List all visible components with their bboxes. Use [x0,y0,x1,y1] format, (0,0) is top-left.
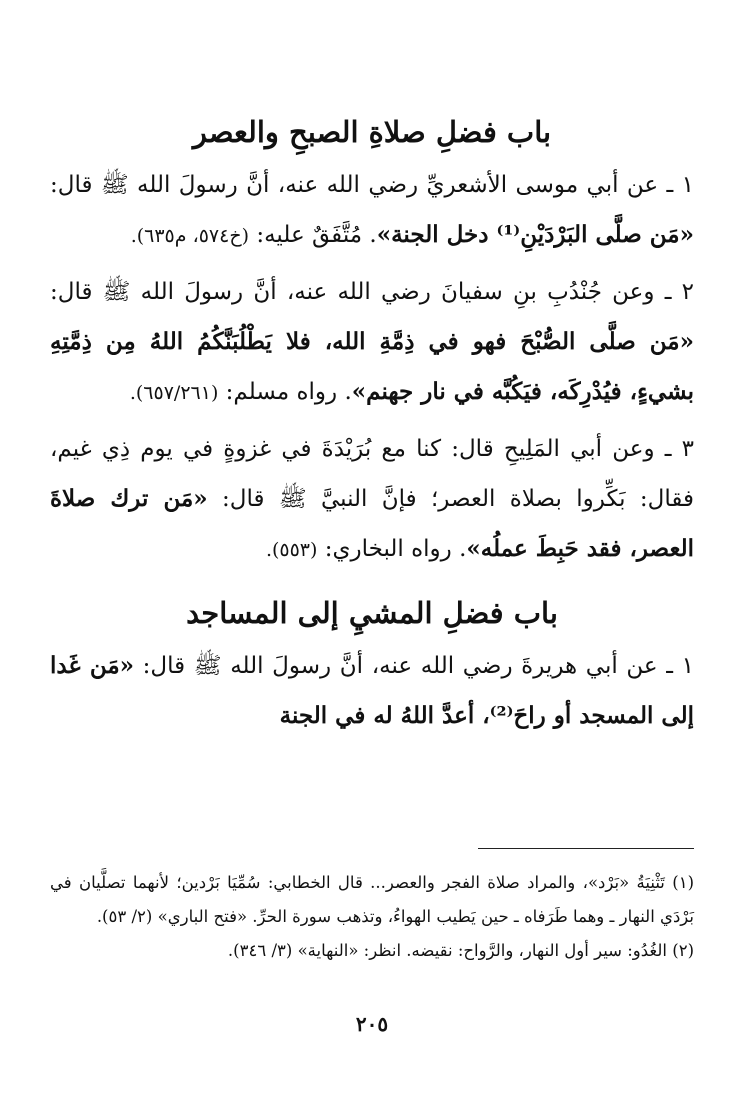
hadith-quote: «مَن صلَّى البَرْدَيْنِ⁽¹⁾ دخل الجنة» [376,221,694,248]
footnote: (١) تَثْنِيَةُ «بَرْد»، والمراد صلاة الفجر والعصر... قال الخطابي: سُمِّيَا بَرْدين؛ لأنهما تصلَّيان في بَرْدَي النهار ـ وهما طَرَفاه ـ حين يَطيب الهواءُ، وتذهب سورة الحرِّ. «فتح الباري» (٢/ ٥٣). [50,873,694,926]
chapter-title: باب فضلِ صلاةِ الصبحِ والعصر [192,115,552,149]
hadith-quote: «مَن غَدا إلى المسجد أو راحَ⁽²⁾، أعدَّ اللهُ له في الجنة [50,652,694,729]
hadith-paragraph [50,641,694,741]
hadith-attribution: . رواه البخاري: [317,536,467,562]
hadith-quote: «مَن صلَّى الصُّبْحَ فهو في ذِمَّةِ الله، فلا يَطْلُبَنَّكُمُ اللهُ مِن ذِمَّتِهِ بشيءٍ، فيُدْرِكَه، فيَكُبَّه في نار جهنم» [50,328,694,405]
chapter-title: باب فضلِ المشيِ إلى المساجد [186,596,558,630]
hadith-paragraph [50,160,694,261]
hadith-reference: (٦٥٧/٢٦١). [129,382,219,404]
footnote: (٢) الغُدُو: سير أول النهار، والرَّواح: نقيضه. انظر: «النهاية» (٣/ ٣٤٦). [227,941,694,960]
hadith-reference: (خ٥٧٤، م٦٣٥). [130,225,250,247]
hadith-text: ١ ـ عن أبي هريرةَ رضي الله عنه، أنَّ رسولَ الله ﷺ قال: [134,653,694,679]
hadith-attribution: . رواه مسلم: [218,379,352,405]
page-number: ٢٠٥ [355,1012,389,1036]
hadith-text: ٢ ـ وعن جُنْدُبِ بنِ سفيانَ رضي الله عنه، أنَّ رسولَ الله ﷺ قال: [50,279,694,305]
page-body [50,110,694,747]
hadith-paragraph [50,267,694,418]
hadith-attribution: . مُتَّفَقٌ عليه: [249,222,377,248]
hadith-text: ١ ـ عن أبي موسى الأشعريِّ رضي الله عنه، أنَّ رسولَ الله ﷺ قال: [50,172,694,198]
hadith-text: ٣ ـ وعن أبي المَلِيحِ قال: كنا مع بُرَيْدَةَ في غزوةٍ في يوم ذِي غيم، فقال: بَكِّروا بصلاة العصر؛ فإنَّ النبيَّ ﷺ قال: [50,436,694,512]
footnote-divider [478,848,694,849]
hadith-reference: (٥٥٣). [265,539,318,561]
hadith-paragraph [50,424,694,575]
hadith-quote: «مَن ترك صلاةَ العصر، فقد حَبِطَ عملُه» [50,485,694,562]
footnotes [50,866,694,968]
